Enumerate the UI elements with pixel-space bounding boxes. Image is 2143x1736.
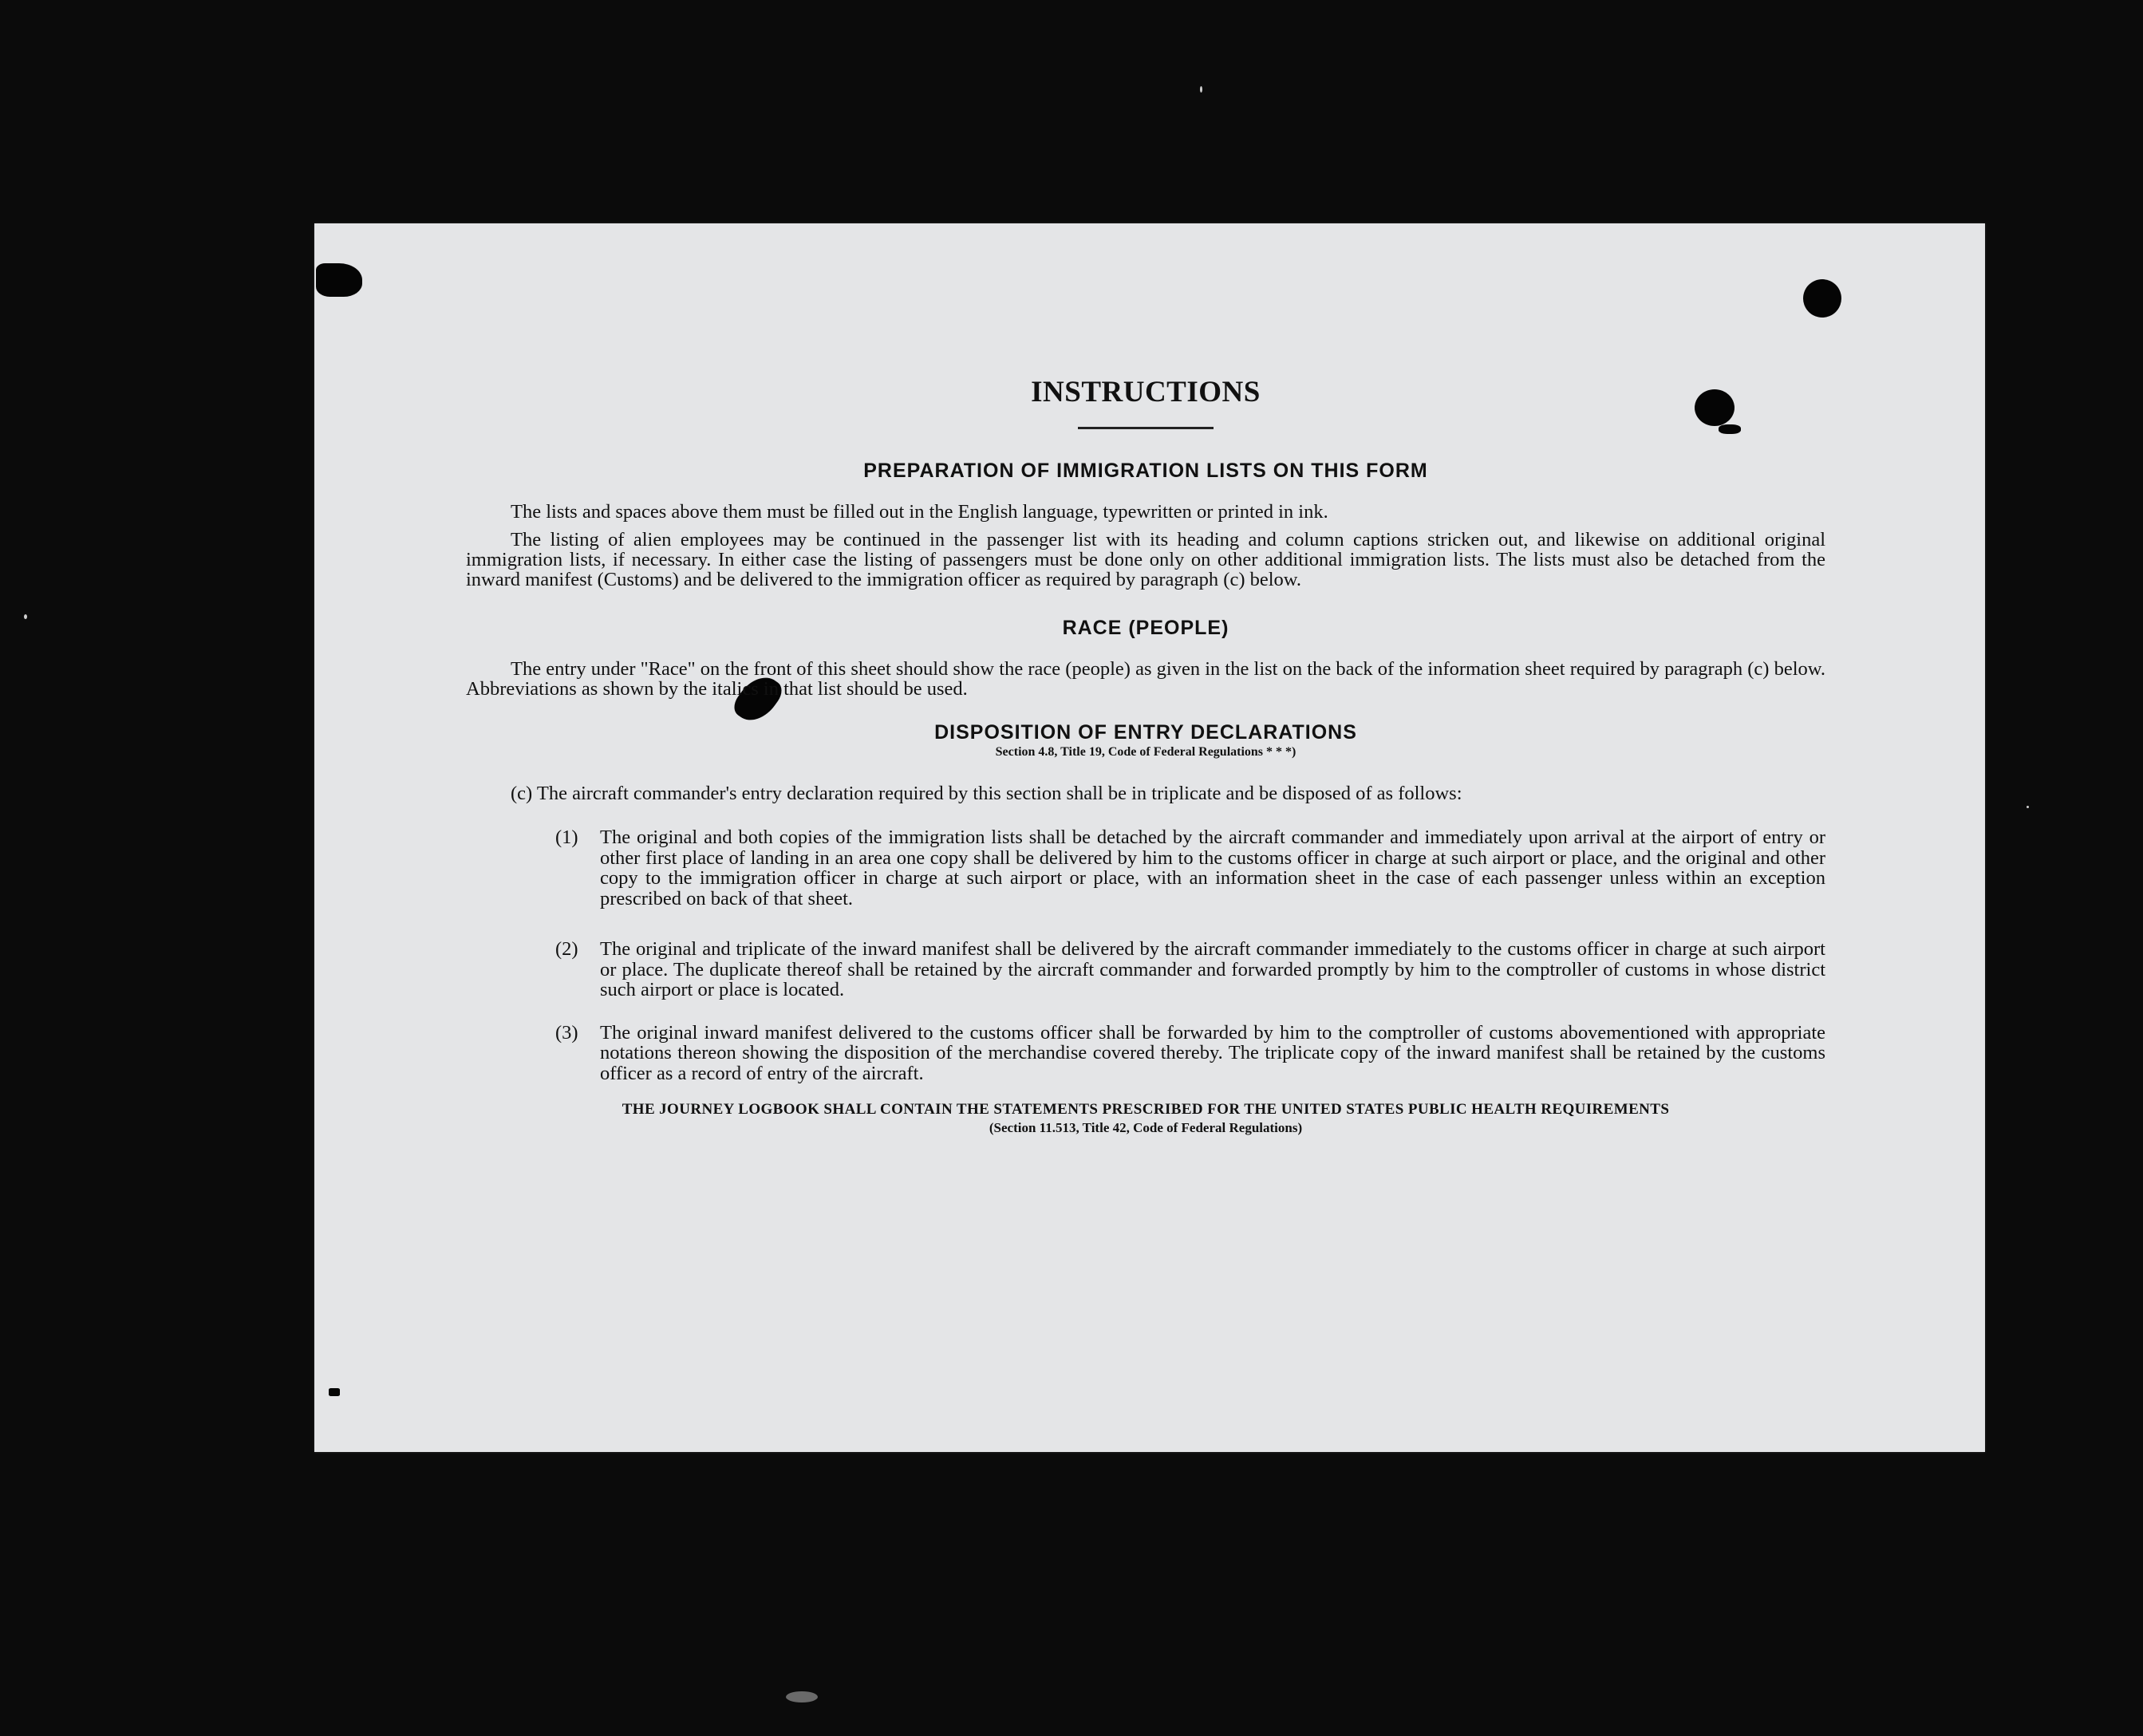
document-sheet (314, 223, 1985, 1452)
preparation-paragraph-1: The lists and spaces above them must be filled out in the English language, typewritten or printed in ink. (511, 501, 1328, 523)
ink-blot (316, 263, 362, 297)
disposition-item-1 (466, 827, 1825, 909)
footer-citation: (Section 11.513, Title 42, Code of Federal Regulations) (989, 1120, 1303, 1135)
document-content (466, 375, 1825, 1136)
ink-blot (1803, 279, 1841, 318)
disposition-item-3 (466, 1023, 1825, 1084)
preparation-paragraph-2: The listing of alien employees may be continued in the passenger list with its heading and column captions stricken out, and likewise on additional original immigration lists, if necessary. In either case the listing of passengers must be done only on other additional immigration lists. The lists must also be detached from the inward manifest (Customs) and be delivered to the immigration officer as required by paragraph (c) below. (466, 529, 1825, 590)
item-number: (3) (555, 1021, 578, 1044)
item-number: (2) (555, 938, 578, 960)
ink-blot (329, 1388, 340, 1396)
item-text: The original and triplicate of the inward manifest shall be delivered by the aircraft commander immediately to the customs officer in charge at such airport or place. The duplicate thereof shall be retained by the aircraft commander and forwarded promptly by him to the comptroller of customs in whose district such airport or place is located. (600, 938, 1825, 1000)
footer-requirements: THE JOURNEY LOGBOOK SHALL CONTAIN THE STATEMENTS PRESCRIBED FOR THE UNITED STATES PUBLIC HEALTH REQUIREMENTS (622, 1101, 1670, 1118)
dust-speck (786, 1691, 818, 1702)
disposition-subheading: Section 4.8, Title 19, Code of Federal Regulations * * *) (995, 745, 1296, 759)
dust-speck (2027, 806, 2029, 808)
race-paragraph: The entry under "Race" on the front of this sheet should show the race (people) as given in the list on the back of the information sheet required by paragraph (c) below. Abbreviations as shown by the italics in that list should be used. (466, 658, 1825, 700)
preparation-heading: PREPARATION OF IMMIGRATION LISTS ON THIS FORM (863, 460, 1428, 482)
page-title: INSTRUCTIONS (1031, 376, 1261, 408)
dust-speck (1200, 86, 1202, 93)
item-text: The original and both copies of the immigration lists shall be detached by the aircraft commander and immediately upon arrival at the airport of entry or other first place of landing in an area one copy shall be delivered by him to the customs officer in charge at such airport or place, and the original and other copy to the immigration officer in charge at such airport or place, with an information sheet in the case of each passenger unless within an exception prescribed on back of that sheet. (600, 827, 1825, 909)
disposition-heading: DISPOSITION OF ENTRY DECLARATIONS (934, 721, 1357, 744)
dust-speck (24, 614, 27, 619)
race-heading: RACE (PEOPLE) (1062, 617, 1229, 639)
disposition-intro: (c) The aircraft commander's entry declaration required by this section shall be in triplicate and be disposed of as follows: (511, 783, 1462, 804)
disposition-item-2 (466, 939, 1825, 1000)
item-text: The original inward manifest delivered to the customs officer shall be forwarded by him to the comptroller of customs abovementioned with appropriate notations thereon showing the disposition of the merchandise covered thereby. The triplicate copy of the inward manifest shall be retained by the customs officer as a record of entry of the aircraft. (600, 1021, 1825, 1084)
item-number: (1) (555, 827, 578, 848)
